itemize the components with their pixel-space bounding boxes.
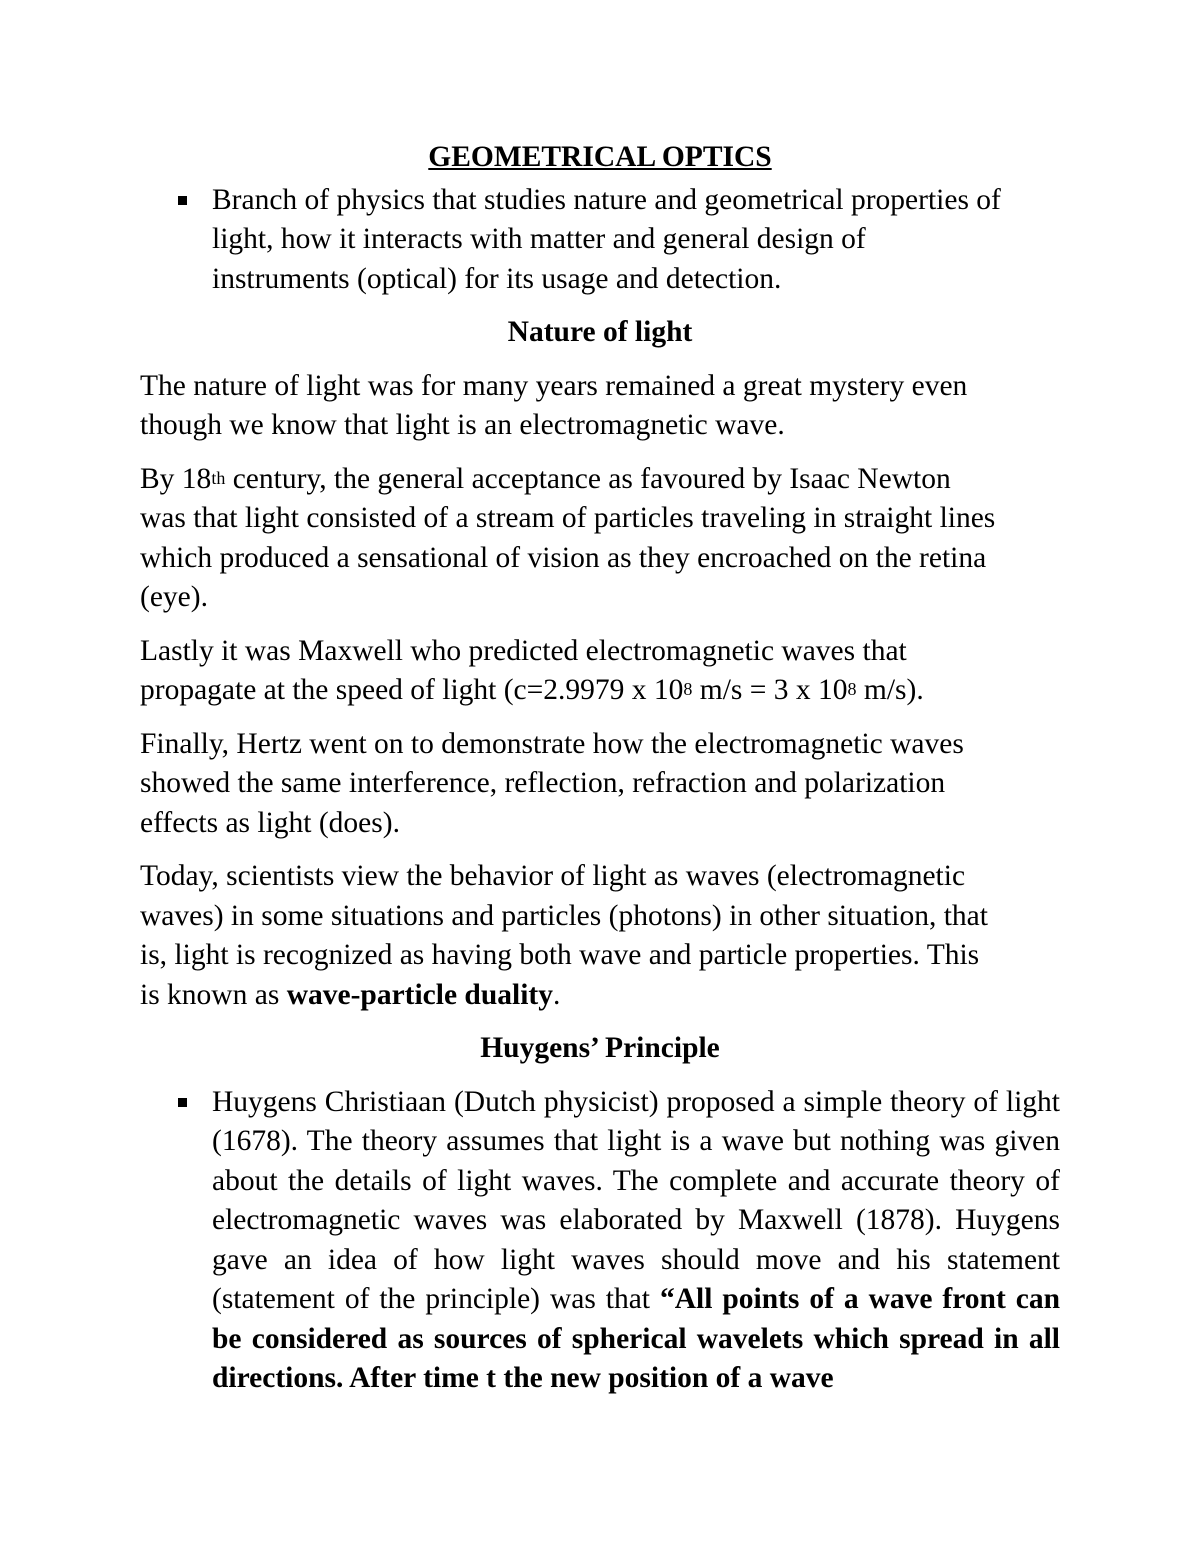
intro-bullet-list (140, 181, 1060, 300)
text-span: . (552, 978, 561, 1011)
text-line: Today, scientists view the behavior of light as waves (electromagnetic (140, 860, 966, 892)
text-line: is, light is recognized as having both wave and particle properties. This (140, 939, 980, 971)
text-line: effects as light (does). (140, 806, 400, 839)
text-line: which produced a sensational of vision as they encroached on the retina (140, 541, 987, 574)
text-line: Branch of physics that studies nature and geometrical properties of (212, 183, 1001, 216)
superscript: 8 (847, 679, 857, 699)
text-line: light, how it interacts with matter and general design of (212, 223, 866, 255)
text-line (140, 671, 1060, 711)
text-span: propagate at the speed of light (c=2.9979 x 10 (140, 674, 684, 706)
bold-term: wave-particle duality (286, 978, 553, 1011)
page-title: GEOMETRICAL OPTICS (428, 141, 772, 173)
text-span: Huygens Christiaan (Dutch physicist) proposed a simple theory of light (1678). The theory assumes that light is a wave but nothing was given about the details of light waves. The complete and accurate theory of electromagnetic waves was elaborated by Maxwell (1878). Huygens gave an idea of how light waves should move and his statement (statement of the principle) was that (212, 1085, 1060, 1315)
superscript: 8 (683, 679, 693, 699)
text-span: m/s). (856, 674, 924, 706)
text-line: waves) in some situations and particles (photons) in other situation, that (140, 899, 988, 932)
superscript: th (211, 467, 226, 488)
section-heading-huygens-principle: Huygens’ Principle (480, 1032, 720, 1064)
text-line: was that light consisted of a stream of particles traveling in straight lines (140, 502, 996, 534)
square-bullet-icon (178, 196, 187, 205)
text-span: is known as (140, 978, 287, 1011)
text-line: Finally, Hertz went on to demonstrate how the electromagnetic waves (140, 727, 964, 760)
paragraph-nature-intro (140, 367, 1060, 446)
text-line: showed the same interference, reflection, refraction and polarization (140, 767, 946, 799)
paragraph-newton (140, 460, 1060, 618)
text-line (140, 460, 1060, 500)
text-line: The nature of light was for many years remained a great mystery even (140, 369, 968, 402)
text-line: Lastly it was Maxwell who predicted electromagnetic waves that (140, 634, 907, 667)
text-line: though we know that light is an electromagnetic wave. (140, 409, 785, 441)
bold-statement: “All points of a wave front can be considered as sources of spherical wavelets which spread in all directions. After time t the new position of a wave (212, 1283, 1060, 1394)
list-item (212, 1083, 1060, 1399)
huygens-bullet-list (140, 1083, 1060, 1399)
paragraph-duality (140, 857, 1060, 1015)
text-line (140, 976, 1060, 1016)
paragraph-hertz (140, 725, 1060, 844)
text-span: m/s = 3 x 10 (692, 674, 848, 706)
text-line: instruments (optical) for its usage and detection. (212, 262, 782, 295)
paragraph-maxwell (140, 632, 1060, 711)
square-bullet-icon (178, 1098, 187, 1107)
text-span: By 18 (140, 462, 212, 495)
document-content (140, 138, 1060, 1413)
list-item (212, 181, 1060, 300)
section-heading-nature-of-light: Nature of light (507, 316, 693, 348)
text-span: century, the general acceptance as favoured by Isaac Newton (225, 462, 951, 495)
text-line: (eye). (140, 581, 208, 613)
